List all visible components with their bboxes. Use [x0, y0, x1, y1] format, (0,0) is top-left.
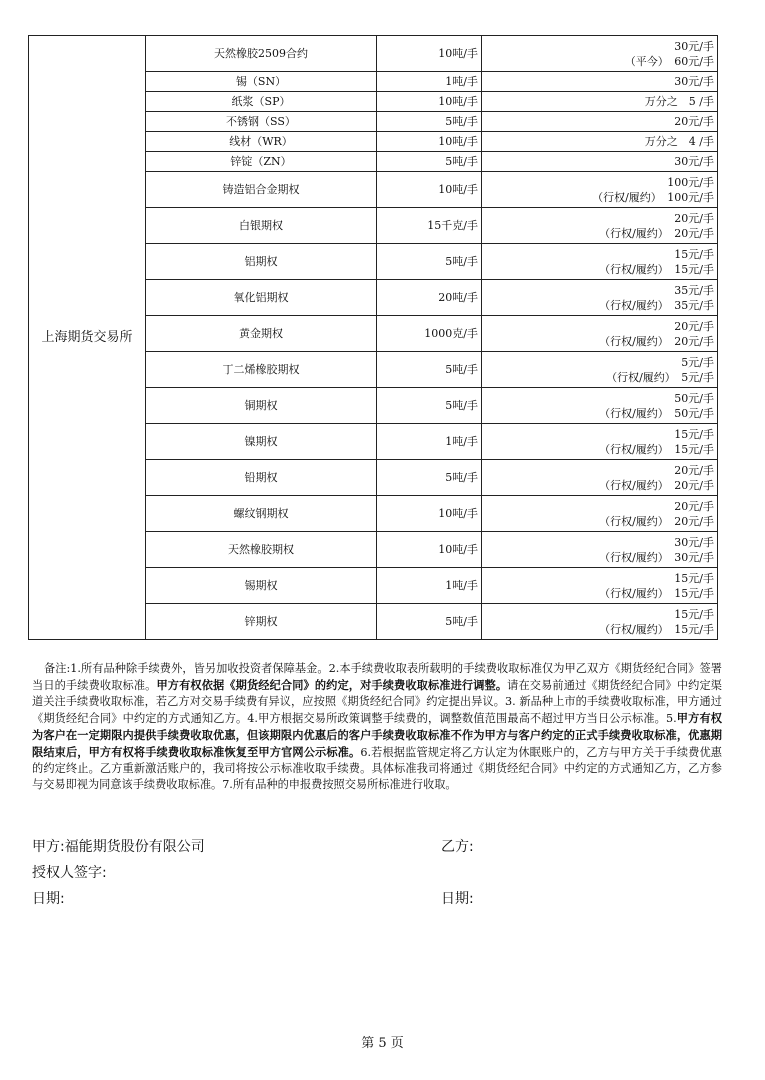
product-name-cell: 锡期权 — [146, 568, 377, 604]
note-bold-1: 甲方有权依据《期货经纪合同》的约定，对手续费收取标准进行调整。 — [156, 678, 508, 692]
product-name-cell: 天然橡胶期权 — [146, 532, 377, 568]
fee-secondary-line: （行权/履约） 20元/手 — [599, 514, 714, 528]
remarks-note — [32, 661, 722, 793]
trading-unit-cell: 5吨/手 — [377, 112, 482, 132]
trading-unit-cell: 5吨/手 — [377, 244, 482, 280]
note-text-1: 备注:1.所有品种除手续费外，皆另加收投资者保障基金。2.本手续费收取表所载明的手续费收取标准仅为甲乙双方《期货经纪合同》签署当日的手续费收取标准。 — [32, 662, 722, 692]
product-name-cell: 铜期权 — [146, 388, 377, 424]
fee-secondary-line: （行权/履约） 15元/手 — [599, 586, 714, 600]
fee-cell — [482, 496, 718, 532]
fee-cell: 30元/手 — [482, 72, 718, 92]
fee-cell — [482, 208, 718, 244]
fee-cell — [482, 244, 718, 280]
fee-table — [28, 35, 718, 640]
fee-secondary-line: （行权/履约） 5元/手 — [606, 370, 714, 384]
authorized-signature-label: 授权人签字: — [32, 865, 107, 881]
note-text-2: 请在交易前通过《期货经纪合同》中约定渠道关注手续费收取标准，若乙方对交易手续费有异议，应按照《期货经纪合同》约定提出异议。3. 新品种上市的手续费收取标准，甲方通过《期货经纪合同》中约定的方式通知乙方。4.甲方根据交易所政策调整手续费的，调整数值范围最高不超过甲方当日公示标准。5. — [32, 679, 722, 725]
trading-unit-cell: 1吨/手 — [377, 568, 482, 604]
page-number: 第 5 页 — [361, 1036, 404, 1051]
trading-unit-cell: 1000克/手 — [377, 316, 482, 352]
trading-unit-cell: 5吨/手 — [377, 352, 482, 388]
product-name-cell: 天然橡胶2509合约 — [146, 36, 377, 72]
product-name-cell: 锡（SN） — [146, 72, 377, 92]
product-name-cell: 锌期权 — [146, 604, 377, 640]
product-name-cell: 黄金期权 — [146, 316, 377, 352]
fee-cell: 30元/手 — [482, 152, 718, 172]
fee-open-line: 20元/手 — [674, 211, 714, 225]
fee-cell: 万分之 5 /手 — [482, 92, 718, 112]
note-text-3: 6.若根据监管规定将乙方认定为休眠账户的，乙方与甲方关于手续费优惠的约定终止。乙方重新激活账户的，我司将按公示标准收取手续费。具体标准我司将通过《期货经纪合同》中约定的方式通知乙方，乙方参与交易即视为同意该手续费收取标准。7.所有品种的申报费按照交易所标准进行收取。 — [32, 746, 722, 791]
fee-secondary-line: （行权/履约） 15元/手 — [599, 442, 714, 456]
note-bold-2: 甲方有权为客户在一定期限内提供手续费收取优惠，但该期限内优惠后的客户手续费收取标准不作为甲方与客户约定的正式手续费收取标准，优惠期限结束后，甲方有权将手续费收取标准恢复至甲方官网公示标准。 — [32, 711, 722, 759]
product-name-cell: 铝期权 — [146, 244, 377, 280]
fee-secondary-line: （行权/履约） 35元/手 — [599, 298, 714, 312]
product-name-cell: 锌锭（ZN） — [146, 152, 377, 172]
fee-open-line: 15元/手 — [674, 607, 714, 621]
fee-cell — [482, 532, 718, 568]
trading-unit-cell: 5吨/手 — [377, 388, 482, 424]
trading-unit-cell: 5吨/手 — [377, 460, 482, 496]
fee-cell — [482, 36, 718, 72]
table-row — [29, 36, 718, 72]
fee-secondary-line: （行权/履约） 15元/手 — [599, 622, 714, 636]
fee-secondary-line: （行权/履约） 20元/手 — [599, 226, 714, 240]
fee-cell — [482, 316, 718, 352]
trading-unit-cell: 10吨/手 — [377, 132, 482, 152]
product-name-cell: 螺纹钢期权 — [146, 496, 377, 532]
fee-cell — [482, 568, 718, 604]
fee-open-line: 30元/手 — [674, 39, 714, 53]
fee-open-line: 5元/手 — [681, 355, 714, 369]
party-a-label: 甲方:福能期货股份有限公司 — [32, 839, 205, 855]
fee-open-line: 30元/手 — [674, 535, 714, 549]
party-b-label: 乙方: — [441, 839, 474, 855]
fee-open-line: 50元/手 — [674, 391, 714, 405]
party-a-date-label: 日期: — [32, 891, 65, 907]
product-name-cell: 不锈钢（SS） — [146, 112, 377, 132]
trading-unit-cell: 10吨/手 — [377, 532, 482, 568]
fee-secondary-line: （行权/履约） 50元/手 — [599, 406, 714, 420]
trading-unit-cell: 15千克/手 — [377, 208, 482, 244]
fee-secondary-line: （行权/履约） 30元/手 — [599, 550, 714, 564]
exchange-name-cell: 上海期货交易所 — [29, 36, 146, 640]
fee-open-line: 15元/手 — [674, 427, 714, 441]
fee-cell — [482, 280, 718, 316]
trading-unit-cell: 1吨/手 — [377, 72, 482, 92]
trading-unit-cell: 20吨/手 — [377, 280, 482, 316]
fee-cell — [482, 172, 718, 208]
fee-open-line: 20元/手 — [674, 463, 714, 477]
trading-unit-cell: 10吨/手 — [377, 92, 482, 112]
fee-cell — [482, 460, 718, 496]
trading-unit-cell: 10吨/手 — [377, 172, 482, 208]
fee-open-line: 20元/手 — [674, 319, 714, 333]
fee-secondary-line: （行权/履约） 15元/手 — [599, 262, 714, 276]
trading-unit-cell: 1吨/手 — [377, 424, 482, 460]
product-name-cell: 镍期权 — [146, 424, 377, 460]
product-name-cell: 白银期权 — [146, 208, 377, 244]
fee-cell — [482, 424, 718, 460]
fee-secondary-line: （行权/履约） 20元/手 — [599, 478, 714, 492]
fee-open-line: 15元/手 — [674, 571, 714, 585]
product-name-cell: 纸浆（SP） — [146, 92, 377, 112]
fee-cell: 20元/手 — [482, 112, 718, 132]
fee-cell: 万分之 4 /手 — [482, 132, 718, 152]
trading-unit-cell: 5吨/手 — [377, 152, 482, 172]
fee-open-line: 20元/手 — [674, 499, 714, 513]
product-name-cell: 铸造铝合金期权 — [146, 172, 377, 208]
product-name-cell: 线材（WR） — [146, 132, 377, 152]
fee-cell — [482, 604, 718, 640]
fee-open-line: 15元/手 — [674, 247, 714, 261]
fee-secondary-line: （平今） 60元/手 — [624, 54, 714, 68]
fee-table-body — [29, 36, 718, 640]
fee-cell — [482, 352, 718, 388]
trading-unit-cell: 10吨/手 — [377, 36, 482, 72]
fee-cell — [482, 388, 718, 424]
fee-open-line: 35元/手 — [674, 283, 714, 297]
party-b-date-label: 日期: — [441, 891, 474, 907]
product-name-cell: 丁二烯橡胶期权 — [146, 352, 377, 388]
product-name-cell: 氧化铝期权 — [146, 280, 377, 316]
product-name-cell: 铅期权 — [146, 460, 377, 496]
fee-open-line: 100元/手 — [667, 175, 714, 189]
trading-unit-cell: 5吨/手 — [377, 604, 482, 640]
trading-unit-cell: 10吨/手 — [377, 496, 482, 532]
fee-secondary-line: （行权/履约） 100元/手 — [592, 190, 714, 204]
fee-secondary-line: （行权/履约） 20元/手 — [599, 334, 714, 348]
